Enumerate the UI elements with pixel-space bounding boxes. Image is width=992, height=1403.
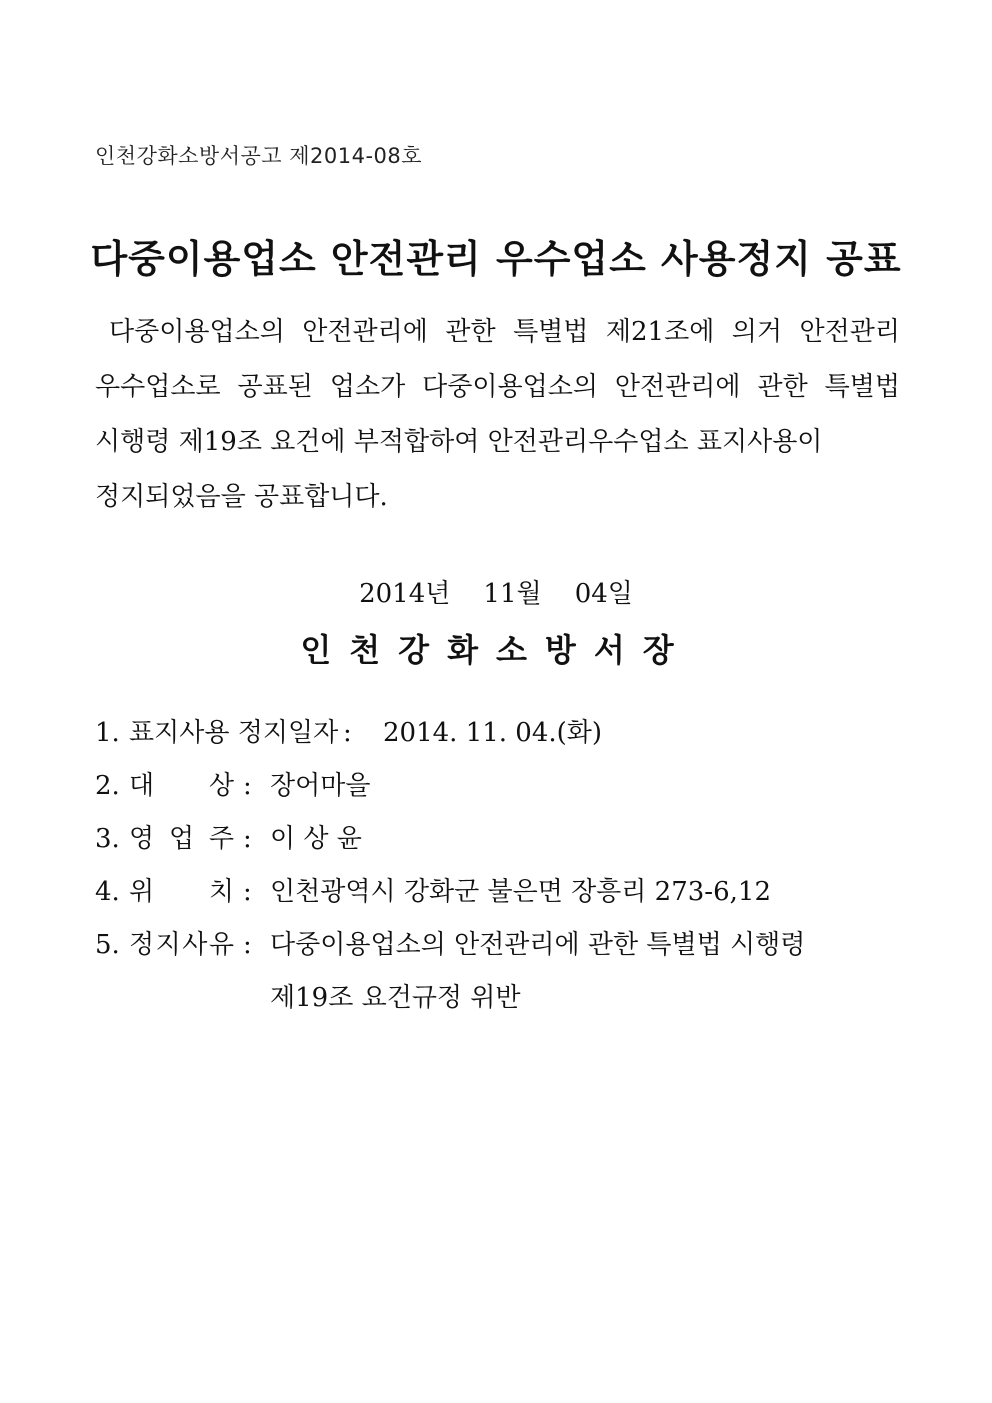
item-label (129, 760, 234, 813)
detail-list (95, 707, 935, 1025)
item-colon: : (243, 824, 252, 854)
item-value: 다중이용업소의 안전관리에 관한 특별법 시행령 (270, 930, 806, 960)
item-label (129, 866, 234, 919)
detail-item-target (95, 760, 935, 813)
item-colon: : (243, 930, 252, 960)
document-title: 다중이용업소 안전관리 우수업소 사용정지 공표 (90, 237, 902, 281)
item-label: 표지사용 정지일자 (129, 718, 339, 748)
item-label-char: 영 (129, 824, 155, 854)
item-label-char: 사 (182, 930, 208, 960)
item-number: 4. (95, 877, 120, 907)
item-label-char: 치 (208, 877, 234, 907)
item-label-char: 주 (208, 824, 234, 854)
item-colon: : (343, 718, 352, 748)
item-number: 5. (95, 930, 120, 960)
item-label-char: 유 (208, 930, 234, 960)
item-label-char: 지 (155, 930, 181, 960)
notice-date: 2014년 11월 04일 (359, 579, 633, 609)
body-line-2: 우수업소로 공표된 업소가 다중이용업소의 안전관리에 관한 특별법 (95, 372, 900, 402)
item-number: 3. (95, 824, 120, 854)
detail-item-owner (95, 813, 935, 866)
detail-item-reason (95, 919, 935, 972)
item-value: 2014. 11. 04.(화) (383, 718, 603, 748)
body-line-4: 정지되었음을 공표합니다. (95, 482, 388, 512)
item-number: 2. (95, 771, 120, 801)
item-label (129, 919, 234, 972)
notice-body (95, 305, 900, 525)
item-value-continuation: 제19조 요건규정 위반 (270, 983, 521, 1013)
body-line-1: 다중이용업소의 안전관리에 관한 특별법 제21조에 의거 안전관리 (109, 317, 900, 347)
detail-item-reason-continuation (95, 972, 935, 1025)
item-colon: : (243, 771, 252, 801)
item-label (129, 813, 234, 866)
item-value: 이 상 윤 (270, 824, 362, 854)
detail-item-location (95, 866, 935, 919)
item-value: 인천광역시 강화군 불은면 장흥리 273-6,12 (270, 877, 771, 907)
item-label-char: 업 (168, 824, 195, 854)
item-colon: : (243, 877, 252, 907)
item-label-char: 정 (129, 930, 155, 960)
item-label-char: 위 (129, 877, 155, 907)
notice-number: 인천강화소방서공고 제2014-08호 (95, 144, 423, 168)
detail-item-suspension-date (95, 707, 935, 760)
issuer-name: 인천강화소방서장 (300, 631, 692, 669)
item-value: 장어마을 (270, 771, 371, 801)
item-number: 1. (95, 718, 120, 748)
item-label-char: 대 (129, 771, 155, 801)
body-line-3: 시행령 제19조 요건에 부적합하여 안전관리우수업소 표지사용이 (95, 427, 823, 457)
item-label-char: 상 (208, 771, 234, 801)
